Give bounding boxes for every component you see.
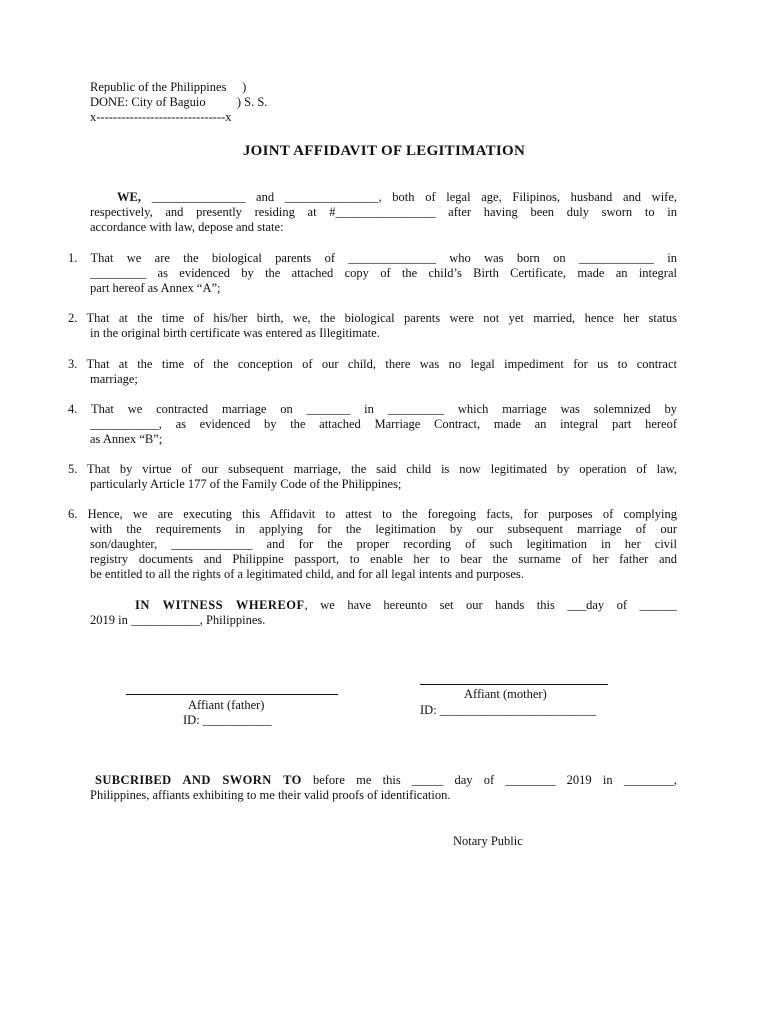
jurat-line-2: Philippines, affiants exhibiting to me their valid proofs of identification. xyxy=(90,788,451,802)
item-5-line-1: 5. That by virtue of our subsequent marriage, the said child is now legitimated by operation of law, xyxy=(68,462,677,476)
item-2-line-1: 2. That at the time of his/her birth, we, the biological parents were not yet married, hence her status xyxy=(68,311,677,325)
item-1-line-1: 1. That we are the biological parents of ______________ who was born on ____________ in xyxy=(68,251,677,265)
notary-public-label: Notary Public xyxy=(453,834,523,848)
header-line-separator: x-------------------------------x xyxy=(90,110,232,124)
intro-line-1-rest: _______________ and _______________, both of legal age, Filipinos, husband and wife, xyxy=(140,190,677,204)
father-id: ID: ___________ xyxy=(183,713,272,727)
witness-line-2: 2019 in ___________, Philippines. xyxy=(90,613,266,627)
mother-id: ID: _________________________ xyxy=(420,703,597,717)
item-1-line-2: _________ as evidenced by the attached copy of the child’s Birth Certificate, made an integral xyxy=(90,266,677,280)
document-title: JOINT AFFIDAVIT OF LEGITIMATION xyxy=(242,143,526,159)
witness-line-1-rest: , we have hereunto set our hands this ___day of ______ xyxy=(304,598,677,612)
jurat-line-1 xyxy=(90,773,677,788)
item-3-line-1: 3. That at the time of the conception of our child, there was no legal impediment for us to contract xyxy=(68,357,677,371)
item-4-line-2: ___________, as evidenced by the attached Marriage Contract, made an integral part hereof xyxy=(90,417,677,431)
father-label: Affiant (father) xyxy=(188,698,265,712)
item-3-line-2: marriage; xyxy=(90,372,138,386)
header-line-republic: Republic of the Philippines ) xyxy=(90,80,247,94)
mother-label: Affiant (mother) xyxy=(464,687,547,701)
item-5-line-2: particularly Article 177 of the Family Code of the Philippines; xyxy=(90,477,402,491)
jurat-line-1-rest: before me this _____ day of ________ 2019 in ________, xyxy=(301,773,678,787)
item-6-line-2: with the requirements in applying for the legitimation by our subsequent marriage of our xyxy=(90,522,677,536)
intro-line-1 xyxy=(90,190,677,205)
item-6-line-3: son/daughter, _____________ and for the proper recording of such legitimation in her civil xyxy=(90,537,677,551)
item-1-line-3: part hereof as Annex “A”; xyxy=(90,281,221,295)
intro-line-2: respectively, and presently residing at #________________ after having been duly sworn to in xyxy=(90,205,677,219)
header-line-done: DONE: City of Baguio ) S. S. xyxy=(90,95,268,109)
item-2-line-2: in the original birth certificate was entered as Illegitimate. xyxy=(90,326,380,340)
intro-line-3: accordance with law, depose and state: xyxy=(90,220,284,234)
mother-signature-line xyxy=(420,684,608,685)
item-6-line-5: be entitled to all the rights of a legitimated child, and for all legal intents and purposes. xyxy=(90,567,524,581)
father-signature-line xyxy=(126,694,338,695)
item-4-line-1: 4. That we contracted marriage on _______ in _________ which marriage was solemnized by xyxy=(68,402,677,416)
item-4-line-3: as Annex “B”; xyxy=(90,432,163,446)
jurat-bold: SUBCRIBED AND SWORN TO xyxy=(95,773,302,787)
witness-line-1 xyxy=(90,598,677,613)
witness-bold: IN WITNESS WHEREOF xyxy=(135,598,305,612)
item-6-line-4: registry documents and Philippine passport, to enable her to bear the surname of her father and xyxy=(90,552,677,566)
intro-we: WE, xyxy=(117,190,141,204)
item-6-line-1: 6. Hence, we are executing this Affidavit to attest to the foregoing facts, for purposes of complying xyxy=(68,507,677,521)
